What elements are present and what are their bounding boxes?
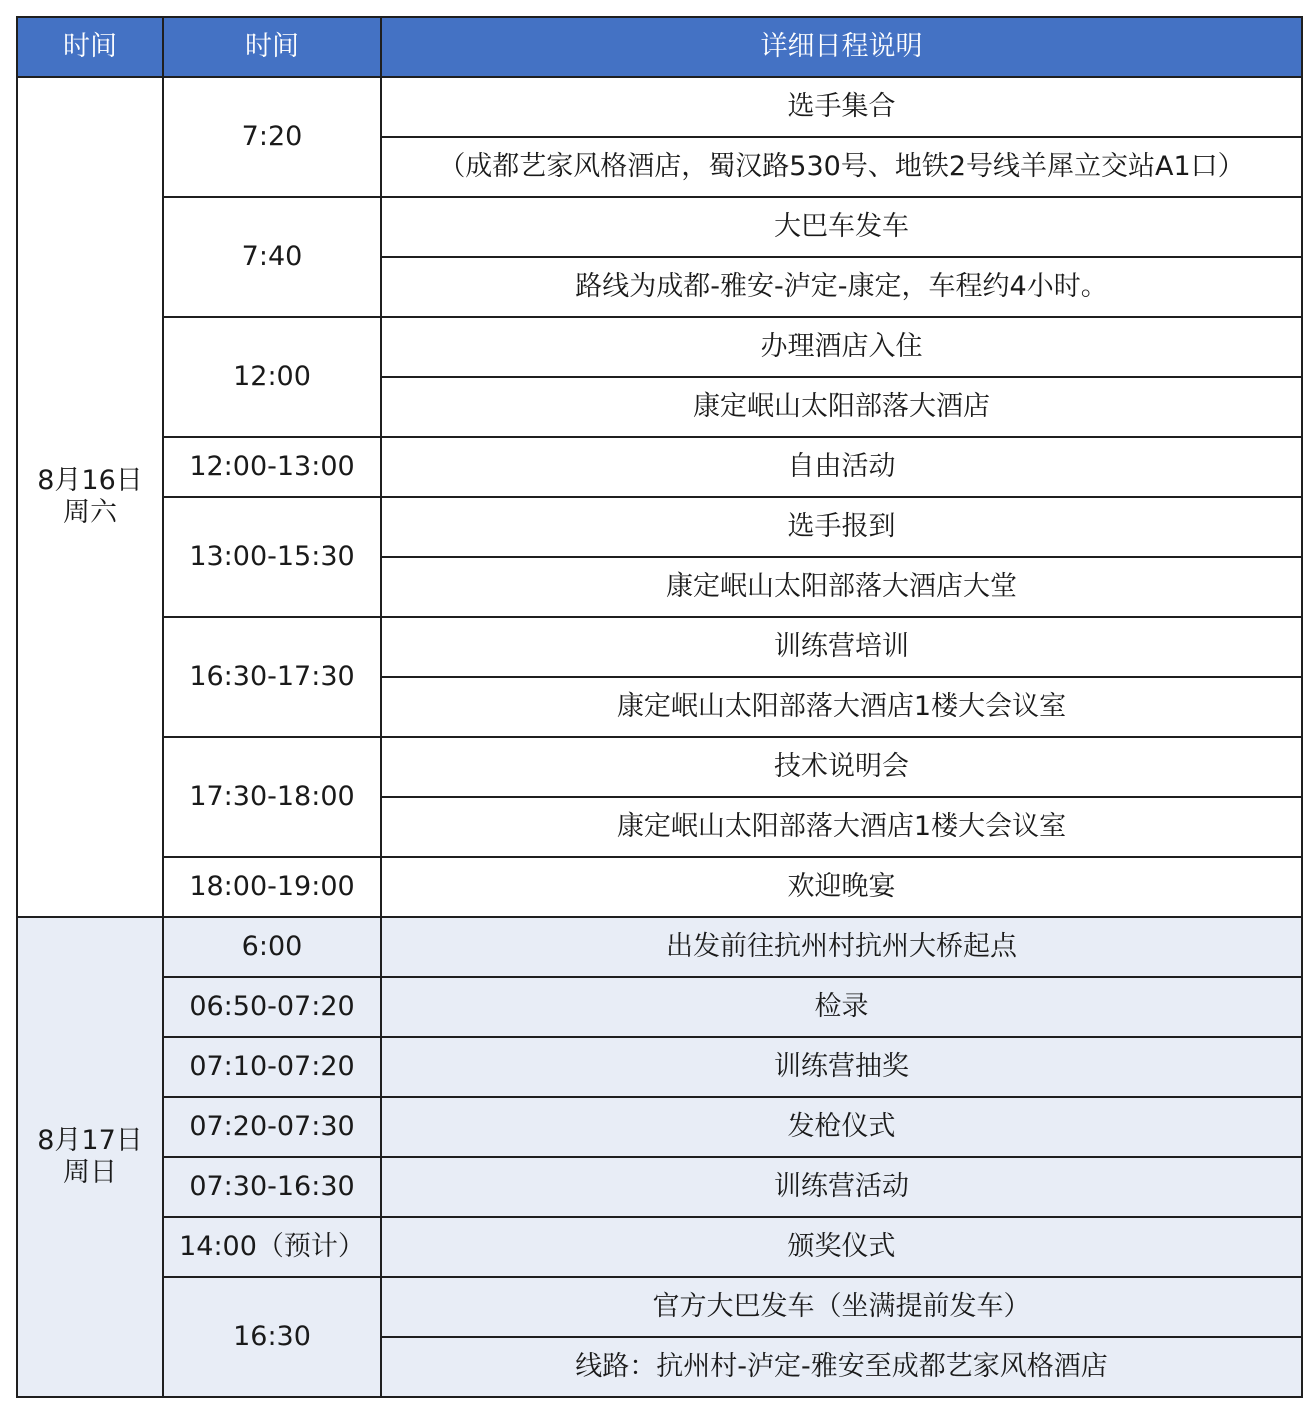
event-title-cell: 出发前往抗州村抗州大桥起点 [381,917,1302,977]
event-detail-cell: （成都艺家风格酒店，蜀汉路530号、地铁2号线羊犀立交站A1口） [381,137,1302,197]
event-title-cell: 大巴车发车 [381,197,1302,257]
schedule-table [16,16,1303,1398]
schedule-row [17,77,1302,137]
event-title-cell: 颁奖仪式 [381,1217,1302,1277]
time-cell: 18:00-19:00 [163,857,381,917]
time-cell: 07:30-16:30 [163,1157,381,1217]
time-cell: 6:00 [163,917,381,977]
schedule-row [17,317,1302,377]
schedule-row [17,197,1302,257]
time-cell: 7:20 [163,77,381,197]
schedule-row [17,1037,1302,1097]
event-title-cell: 自由活动 [381,437,1302,497]
event-title-cell: 选手集合 [381,77,1302,137]
event-detail-cell: 康定岷山太阳部落大酒店1楼大会议室 [381,677,1302,737]
time-cell: 13:00-15:30 [163,497,381,617]
time-cell: 07:10-07:20 [163,1037,381,1097]
schedule-row [17,857,1302,917]
time-cell: 12:00 [163,317,381,437]
day-date-cell [17,917,163,1397]
event-title-cell: 技术说明会 [381,737,1302,797]
event-detail-cell: 康定岷山太阳部落大酒店1楼大会议室 [381,797,1302,857]
header-date-column: 时间 [17,17,163,77]
schedule-row [17,977,1302,1037]
event-title-cell: 检录 [381,977,1302,1037]
header-row [17,17,1302,77]
day-date-label: 8月17日 [37,1124,143,1156]
event-title-cell: 训练营抽奖 [381,1037,1302,1097]
schedule-row [17,1217,1302,1277]
event-detail-cell: 线路：抗州村-泸定-雅安至成都艺家风格酒店 [381,1337,1302,1397]
day-weekday-label: 周六 [63,497,117,528]
day-weekday-label: 周日 [63,1157,117,1188]
event-title-cell: 欢迎晚宴 [381,857,1302,917]
event-title-cell: 办理酒店入住 [381,317,1302,377]
table-header [17,17,1302,77]
event-title-cell: 官方大巴发车（坐满提前发车） [381,1277,1302,1337]
time-cell: 16:30 [163,1277,381,1397]
schedule-row [17,1097,1302,1157]
day-date-cell [17,77,163,917]
schedule-row [17,617,1302,677]
schedule-row [17,917,1302,977]
event-detail-cell: 康定岷山太阳部落大酒店 [381,377,1302,437]
schedule-row [17,497,1302,557]
header-time-column: 时间 [163,17,381,77]
schedule-row [17,1157,1302,1217]
time-cell: 12:00-13:00 [163,437,381,497]
time-cell: 7:40 [163,197,381,317]
day-date-label: 8月16日 [37,464,143,496]
day1-section [17,77,1302,917]
event-title-cell: 训练营活动 [381,1157,1302,1217]
event-detail-cell: 路线为成都-雅安-泸定-康定，车程约4小时。 [381,257,1302,317]
time-cell: 07:20-07:30 [163,1097,381,1157]
header-description-column: 详细日程说明 [381,17,1302,77]
time-cell: 17:30-18:00 [163,737,381,857]
time-cell: 16:30-17:30 [163,617,381,737]
event-title-cell: 选手报到 [381,497,1302,557]
event-detail-cell: 康定岷山太阳部落大酒店大堂 [381,557,1302,617]
event-title-cell: 发枪仪式 [381,1097,1302,1157]
event-title-cell: 训练营培训 [381,617,1302,677]
day2-section [17,917,1302,1397]
schedule-row [17,737,1302,797]
schedule-row [17,437,1302,497]
schedule-row [17,1277,1302,1337]
time-cell: 06:50-07:20 [163,977,381,1037]
time-cell: 14:00（预计） [163,1217,381,1277]
